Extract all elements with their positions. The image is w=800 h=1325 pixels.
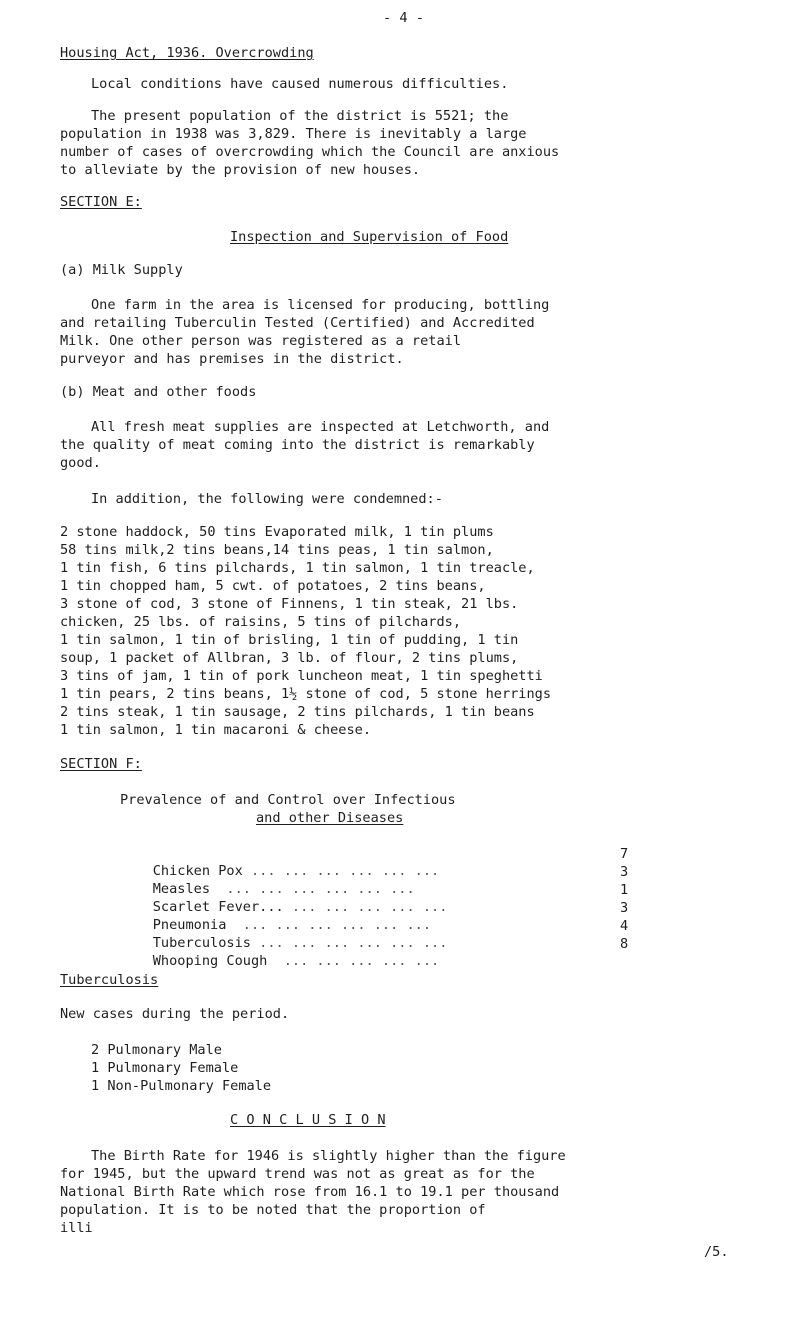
meat-para-line: All fresh meat supplies are inspected at Letchworth, and — [91, 419, 550, 435]
disease-count: 3 — [620, 900, 629, 916]
tuberculosis-heading: Tuberculosis — [60, 972, 159, 988]
tb-case: 2 Pulmonary Male — [91, 1042, 222, 1058]
next-page-marker: /5. — [704, 1244, 729, 1260]
conclusion-para-line: population. It is to be noted that the proportion of — [60, 1202, 486, 1218]
conclusion-para-line: The Birth Rate for 1946 is slightly higher than the figure — [91, 1148, 566, 1164]
meat-para-line: the quality of meat coming into the district is remarkably — [60, 437, 535, 453]
dot-leader: ... ... ... ... ... ... — [250, 935, 448, 951]
housing-para-line: number of cases of overcrowding which the Council are anxious — [60, 144, 560, 160]
housing-para-line: The present population of the district is 5521; the — [91, 108, 509, 124]
meat-para-line: good. — [60, 455, 101, 471]
section-f-title-line2: and other Diseases — [256, 810, 404, 826]
conclusion-para-line: for 1945, but the upward trend was not as great as for the — [60, 1166, 535, 1182]
tb-intro: New cases during the period. — [60, 1006, 290, 1022]
disease-count: 3 — [620, 864, 629, 880]
disease-name: Chicken Pox — [152, 863, 243, 879]
housing-para-line: to alleviate by the provision of new houses. — [60, 162, 421, 178]
conclusion-para-line: National Birth Rate which rose from 16.1 to 19.1 per thousand — [60, 1184, 560, 1200]
milk-para-line: One farm in the area is licensed for producing, bottling — [91, 297, 550, 313]
housing-heading: Housing Act, 1936. Overcrowding — [60, 45, 314, 61]
section-f-heading: SECTION F: — [60, 756, 142, 772]
conclusion-heading: C O N C L U S I O N — [230, 1112, 386, 1128]
condemned-line: 3 stone of cod, 3 stone of Finnens, 1 tin steak, 21 lbs. — [60, 596, 519, 612]
meat-foods-heading: (b) Meat and other foods — [60, 384, 257, 400]
disease-row — [120, 936, 439, 987]
condemned-line: 2 tins steak, 1 tin sausage, 2 tins pilchards, 1 tin beans — [60, 704, 535, 720]
condemned-line: 1 tin chopped ham, 5 cwt. of potatoes, 2 tins beans, — [60, 578, 486, 594]
condemned-line: chicken, 25 lbs. of raisins, 5 tins of pilchards, — [60, 614, 462, 630]
disease-name: Tuberculosis — [152, 935, 251, 951]
disease-count: 7 — [620, 846, 629, 862]
condemned-line: 58 tins milk,2 tins beans,14 tins peas, 1 tin salmon, — [60, 542, 494, 558]
condemned-line: soup, 1 packet of Allbran, 3 lb. of flour, 2 tins plums, — [60, 650, 519, 666]
section-e-title: Inspection and Supervision of Food — [230, 229, 509, 245]
dot-leader: ... ... ... ... ... ... — [210, 881, 415, 897]
condemned-line: 1 tin pears, 2 tins beans, 1½ stone of cod, 5 stone herrings — [60, 686, 552, 702]
dot-leader: ... ... ... ... ... — [283, 899, 448, 915]
tb-case: 1 Non-Pulmonary Female — [91, 1078, 272, 1094]
disease-count: 4 — [620, 918, 629, 934]
condemned-line: 2 stone haddock, 50 tins Evaporated milk, 1 tin plums — [60, 524, 494, 540]
disease-name: Pneumonia — [152, 917, 227, 933]
condemned-line: 3 tins of jam, 1 tin of pork luncheon meat, 1 tin speghetti — [60, 668, 543, 684]
dot-leader: ... ... ... ... ... — [267, 953, 440, 969]
milk-para-line: and retailing Tuberculin Tested (Certified) and Accredited — [60, 315, 535, 331]
disease-name: Measles — [152, 881, 211, 897]
housing-line1: Local conditions have caused numerous difficulties. — [91, 76, 509, 92]
condemned-line: 1 tin fish, 6 tins pilchards, 1 tin salmon, 1 tin treacle, — [60, 560, 535, 576]
condemned-intro: In addition, the following were condemned:- — [91, 491, 443, 507]
milk-para-line: Milk. One other person was registered as a retail — [60, 333, 462, 349]
disease-count: 1 — [620, 882, 629, 898]
disease-count: 8 — [620, 936, 629, 952]
milk-para-line: purveyor and has premises in the district. — [60, 351, 404, 367]
conclusion-para-line: illi — [60, 1220, 93, 1236]
housing-para-line: population in 1938 was 3,829. There is inevitably a large — [60, 126, 527, 142]
section-f-title-line1: Prevalence of and Control over Infectious — [120, 792, 456, 808]
tb-case: 1 Pulmonary Female — [91, 1060, 239, 1076]
dot-leader: ... ... ... ... ... ... — [242, 863, 440, 879]
milk-supply-heading: (a) Milk Supply — [60, 262, 183, 278]
condemned-line: 1 tin salmon, 1 tin macaroni & cheese. — [60, 722, 371, 738]
condemned-line: 1 tin salmon, 1 tin of brisling, 1 tin of pudding, 1 tin — [60, 632, 519, 648]
section-e-heading: SECTION E: — [60, 194, 142, 210]
page-number: - 4 - — [383, 10, 424, 26]
disease-name: Scarlet Fever... — [152, 899, 284, 915]
dot-leader: ... ... ... ... ... ... — [226, 917, 432, 933]
disease-name: Whooping Cough — [152, 953, 268, 969]
